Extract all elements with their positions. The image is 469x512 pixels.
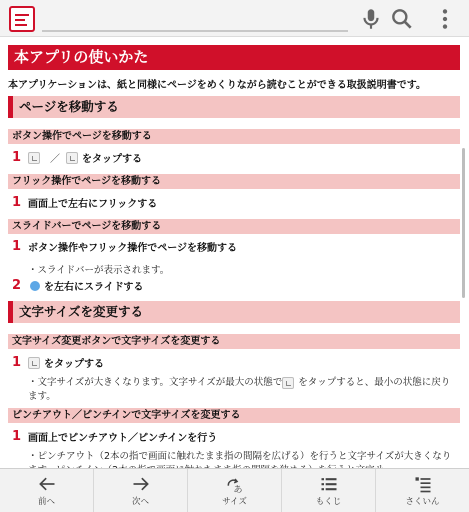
subsection-button-move: ボタン操作でページを移動する <box>8 129 460 144</box>
manual-content[interactable] <box>0 38 469 468</box>
subsection-pinch: ピンチアウト／ピンチインで文字サイズを変更する <box>8 408 460 423</box>
nav-prev-label: 前へ <box>37 497 55 507</box>
section-text-size: 文字サイズを変更する <box>8 301 460 323</box>
prev-page-button-icon <box>28 152 40 164</box>
search-icon[interactable] <box>389 6 415 32</box>
app-logo[interactable] <box>9 6 35 32</box>
note-text-b: をタップすると、最小の状態に戻ります。 <box>28 377 451 402</box>
step-slider-move-2 <box>12 278 143 293</box>
nav-prev-button[interactable] <box>0 469 94 512</box>
nav-next-button[interactable] <box>94 469 188 512</box>
subsection-flick-move: フリック操作でページを移動する <box>8 174 460 189</box>
scrollbar[interactable] <box>462 148 465 298</box>
more-vert-icon[interactable] <box>432 6 458 32</box>
subsection-size-button: 文字サイズ変更ボタンで文字サイズを変更する <box>8 334 460 349</box>
page-title: 本アプリの使いかた <box>8 45 460 70</box>
slider-knob-icon <box>30 281 40 291</box>
step-separator: ／ <box>50 154 60 165</box>
step-text: 画面上でピンチアウト／ピンチインを行う <box>28 433 218 444</box>
url-bar[interactable] <box>42 4 348 32</box>
step-text: 画面上で左右にフリックする <box>28 199 158 210</box>
app-bar <box>0 0 469 37</box>
nav-next-label: 次へ <box>131 497 149 507</box>
index-list-icon <box>413 474 433 494</box>
step-number: 1 <box>12 150 22 165</box>
step-slider-move-1 <box>12 239 237 254</box>
svg-text:あ: あ <box>232 484 242 496</box>
note-text-a: ・文字サイズが大きくなります。文字サイズが最大の状態で <box>28 377 283 388</box>
step-number: 1 <box>12 239 22 254</box>
text-size-button-icon <box>28 357 40 369</box>
section-move-page: ページを移動する <box>8 96 460 118</box>
text-size-button-icon <box>282 377 294 389</box>
step-text: をタップする <box>44 359 104 370</box>
nav-size-label: サイズ <box>222 497 247 507</box>
step-pinch <box>12 429 217 444</box>
nav-size-button[interactable] <box>188 469 282 512</box>
next-page-button-icon <box>66 152 78 164</box>
step-number: 1 <box>12 429 22 444</box>
text-size-icon <box>225 474 245 494</box>
step-number: 1 <box>12 195 22 210</box>
nav-index-button[interactable] <box>376 469 469 512</box>
step-flick-move <box>12 195 157 210</box>
step-text: を左右にスライドする <box>44 282 144 293</box>
step-text: ボタン操作やフリック操作でページを移動する <box>28 243 237 254</box>
subsection-slider-move: スライドバーでページを移動する <box>8 219 460 234</box>
nav-toc-label: もくじ <box>315 497 342 507</box>
step-number: 1 <box>12 355 22 370</box>
bottom-nav <box>0 468 469 512</box>
step-button-move <box>12 150 142 165</box>
step-size-button <box>12 355 104 370</box>
arrow-right-icon <box>131 474 151 494</box>
nav-index-label: さくいん <box>405 497 440 507</box>
list-icon <box>319 474 339 494</box>
step-note: ・スライドバーが表示されます。 <box>28 265 170 276</box>
mic-icon[interactable] <box>358 6 384 32</box>
arrow-left-icon <box>37 474 57 494</box>
intro-text: 本アプリケーションは、紙と同様にページをめくりながら読むことができる取扱説明書です。 <box>8 80 426 91</box>
step-note <box>28 376 454 404</box>
step-number: 2 <box>12 278 22 293</box>
step-note: ・ピンチアウト（2本の指で画面に触れたまま指の間隔を広げる）を行うと文字サイズが大きくなり <box>28 451 452 462</box>
nav-toc-button[interactable] <box>282 469 376 512</box>
step-text: をタップする <box>82 154 142 165</box>
